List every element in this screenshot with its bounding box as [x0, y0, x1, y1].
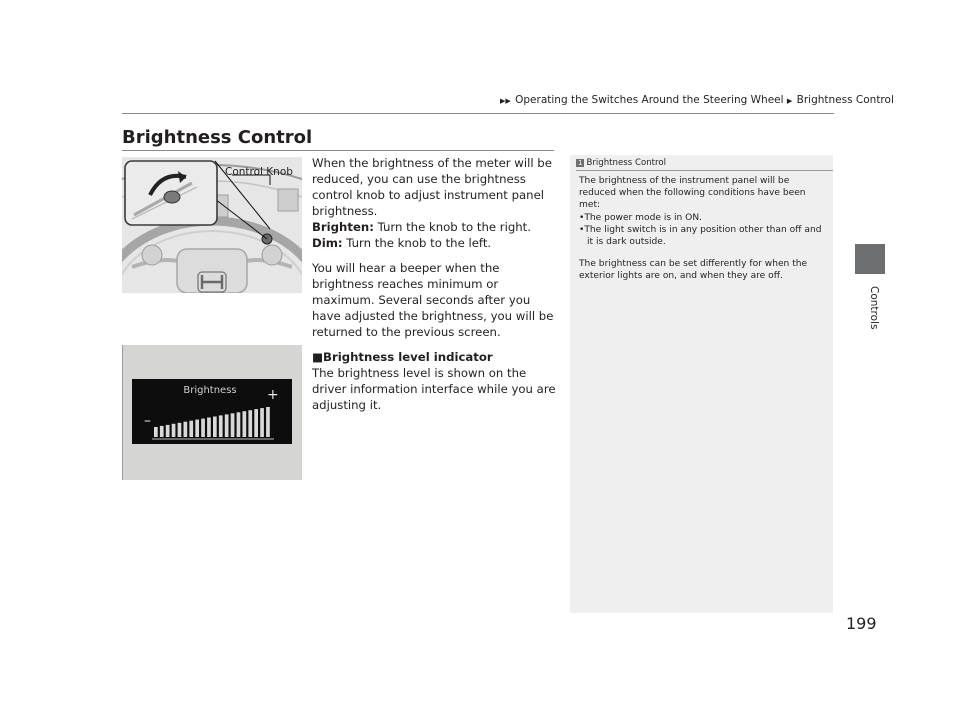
subheading: ■Brightness level indicator	[312, 350, 493, 364]
brighten-term: Brighten:	[312, 220, 374, 234]
brightness-bar	[207, 418, 211, 438]
brightness-bar	[237, 412, 241, 437]
brightness-bar	[172, 424, 176, 437]
brightness-bar	[160, 426, 164, 437]
breadcrumb-topic: Brightness Control	[796, 94, 894, 106]
brightness-bar	[189, 421, 193, 437]
brightness-bar	[266, 407, 270, 437]
brightness-bar	[243, 411, 247, 437]
dim-text: Turn the knob to the left.	[342, 236, 492, 250]
intro-paragraph: When the brightness of the meter will be reduced, you can use the brightness control knob to adjust instrument panel brightness.	[312, 156, 552, 218]
note-rule	[576, 170, 833, 171]
figure-edge	[122, 345, 123, 480]
brighten-text: Turn the knob to the right.	[373, 220, 531, 234]
page-title: Brightness Control	[122, 127, 313, 148]
brighten-instruction	[312, 219, 557, 235]
note-body	[579, 175, 827, 283]
main-text	[312, 155, 557, 413]
dim-instruction	[312, 235, 557, 251]
brightness-display	[132, 379, 292, 444]
brightness-bar	[213, 417, 217, 438]
brightness-bar	[219, 415, 223, 437]
dim-term: Dim:	[312, 236, 343, 250]
note-paragraph-1: The brightness of the instrument panel will be reduced when the following conditions have been met:	[579, 176, 806, 211]
beeper-paragraph: You will hear a beeper when the brightness reaches minimum or maximum. Several seconds after you have adjusted the brightness, you will be returned to the previous screen.	[312, 261, 554, 339]
brightness-bar	[260, 408, 264, 437]
breadcrumb	[500, 94, 894, 106]
note-bullet: •The power mode is in ON.	[579, 212, 703, 223]
brightness-bar	[254, 409, 258, 437]
note-bullet: •The light switch is in any position other than off and it is dark outside.	[579, 224, 822, 248]
minus-sign: –	[144, 413, 151, 429]
note-heading-text: Brightness Control	[586, 158, 667, 168]
header-rule	[122, 113, 834, 114]
display-title: Brightness	[183, 385, 237, 396]
brightness-bar	[248, 410, 252, 437]
chapter-tab-label: Controls	[868, 286, 880, 330]
page-number: 199	[846, 614, 877, 633]
brightness-bar	[195, 420, 199, 437]
brightness-bar	[166, 425, 170, 437]
note-number-badge: 1	[578, 159, 583, 167]
note-heading	[576, 158, 666, 168]
control-knob-label: Control Knob	[225, 166, 293, 178]
title-rule	[122, 150, 554, 151]
brightness-bar	[225, 414, 229, 437]
arrow-icon: ▶	[786, 97, 793, 105]
brightness-bar	[184, 422, 188, 437]
brightness-bar	[201, 419, 205, 437]
breadcrumb-section: Operating the Switches Around the Steering Wheel	[515, 94, 784, 106]
brightness-bar	[154, 427, 158, 437]
double-arrow-icon: ▶▶	[500, 97, 511, 105]
note-paragraph-2: The brightness can be set differently for when the exterior lights are on, and when they are off.	[579, 259, 808, 282]
chapter-tab	[855, 244, 885, 274]
indicator-paragraph: The brightness level is shown on the driver information interface while you are adjusting it.	[312, 366, 556, 412]
brightness-bars	[132, 379, 292, 444]
plus-sign: +	[267, 387, 279, 403]
brightness-bar	[178, 423, 182, 437]
brightness-bar	[231, 413, 235, 437]
